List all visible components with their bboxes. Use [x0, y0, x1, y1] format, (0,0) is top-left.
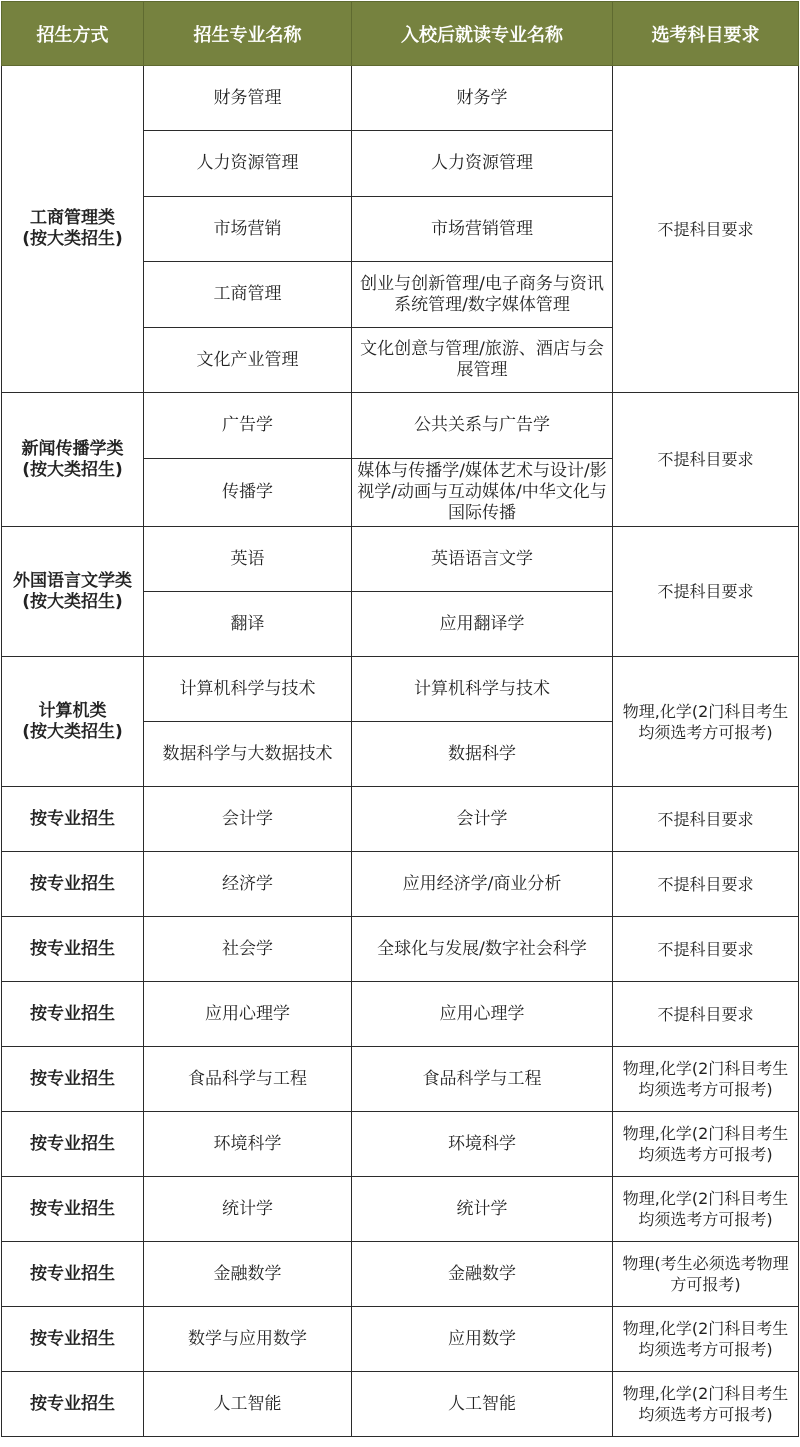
requirement-cell: 物理(考生必须选考物理方可报考): [613, 1242, 799, 1307]
study-cell: 文化创意与管理/旅游、酒店与会展管理: [352, 328, 613, 393]
table-row: [2, 852, 799, 917]
major-cell: 金融数学: [144, 1242, 352, 1307]
table-row: [2, 1047, 799, 1112]
study-cell: 食品科学与工程: [352, 1047, 613, 1112]
requirement-cell: 物理,化学(2门科目考生均须选考方可报考): [613, 1307, 799, 1372]
study-cell: 公共关系与广告学: [352, 393, 613, 459]
study-cell: 应用翻译学: [352, 592, 613, 657]
requirement-cell: 不提科目要求: [613, 982, 799, 1047]
study-cell: 人力资源管理: [352, 131, 613, 197]
header-major: 招生专业名称: [144, 2, 352, 66]
method-cell: 按专业招生: [2, 1177, 144, 1242]
major-cell: 经济学: [144, 852, 352, 917]
major-cell: 会计学: [144, 787, 352, 852]
study-cell: 统计学: [352, 1177, 613, 1242]
requirement-cell: 物理,化学(2门科目考生均须选考方可报考): [613, 1372, 799, 1437]
study-cell: 市场营销管理: [352, 197, 613, 262]
method-cell: 按专业招生: [2, 1047, 144, 1112]
header-row: [2, 2, 799, 66]
study-cell: 计算机科学与技术: [352, 657, 613, 722]
study-cell: 会计学: [352, 787, 613, 852]
major-cell: 广告学: [144, 393, 352, 459]
study-cell: 创业与创新管理/电子商务与资讯系统管理/数字媒体管理: [352, 262, 613, 328]
table-row: [2, 982, 799, 1047]
group-method: 新闻传播学类 (按大类招生): [21, 438, 124, 480]
study-cell: 媒体与传播学/媒体艺术与设计/影视学/动画与互动媒体/中华文化与国际传播: [352, 459, 613, 527]
major-cell: 工商管理: [144, 262, 352, 328]
study-cell: 金融数学: [352, 1242, 613, 1307]
major-cell: 统计学: [144, 1177, 352, 1242]
table-row: [2, 1307, 799, 1372]
header-method: 招生方式: [2, 2, 144, 66]
requirement-cell: 物理,化学(2门科目考生均须选考方可报考): [613, 657, 799, 787]
major-cell: 人力资源管理: [144, 131, 352, 197]
study-cell: 人工智能: [352, 1372, 613, 1437]
method-cell: 按专业招生: [2, 787, 144, 852]
requirement-cell: 物理,化学(2门科目考生均须选考方可报考): [613, 1047, 799, 1112]
header-study-major: 入校后就读专业名称: [352, 2, 613, 66]
group-method-cell: [2, 393, 144, 527]
major-cell: 环境科学: [144, 1112, 352, 1177]
study-cell: 应用心理学: [352, 982, 613, 1047]
major-cell: 翻译: [144, 592, 352, 657]
major-cell: 市场营销: [144, 197, 352, 262]
study-cell: 应用经济学/商业分析: [352, 852, 613, 917]
study-cell: 财务学: [352, 66, 613, 131]
group-method: 计算机类 (按大类招生): [22, 700, 123, 742]
requirement-cell: 不提科目要求: [613, 393, 799, 527]
requirement-cell: 物理,化学(2门科目考生均须选考方可报考): [613, 1177, 799, 1242]
major-cell: 食品科学与工程: [144, 1047, 352, 1112]
major-cell: 计算机科学与技术: [144, 657, 352, 722]
group-method-cell: [2, 66, 144, 393]
major-cell: 英语: [144, 527, 352, 592]
table-row: [2, 393, 799, 459]
admission-table: [1, 1, 799, 1437]
study-cell: 数据科学: [352, 722, 613, 787]
study-cell: 环境科学: [352, 1112, 613, 1177]
method-cell: 按专业招生: [2, 982, 144, 1047]
table-row: [2, 527, 799, 592]
requirement-cell: 不提科目要求: [613, 787, 799, 852]
requirement-cell: 不提科目要求: [613, 66, 799, 393]
table-row: [2, 1242, 799, 1307]
method-cell: 按专业招生: [2, 917, 144, 982]
table-row: [2, 1177, 799, 1242]
study-cell: 全球化与发展/数字社会科学: [352, 917, 613, 982]
major-cell: 社会学: [144, 917, 352, 982]
study-cell: 应用数学: [352, 1307, 613, 1372]
group-method-cell: [2, 527, 144, 657]
group-method: 外国语言文学类 (按大类招生): [13, 570, 132, 612]
major-cell: 财务管理: [144, 66, 352, 131]
table-row: [2, 1112, 799, 1177]
method-cell: 按专业招生: [2, 852, 144, 917]
method-cell: 按专业招生: [2, 1242, 144, 1307]
requirement-cell: 不提科目要求: [613, 917, 799, 982]
table-row: [2, 917, 799, 982]
header-requirement: 选考科目要求: [613, 2, 799, 66]
table-row: [2, 787, 799, 852]
requirement-cell: 物理,化学(2门科目考生均须选考方可报考): [613, 1112, 799, 1177]
single-major-rows: [2, 787, 799, 1437]
method-cell: 按专业招生: [2, 1112, 144, 1177]
table-row: [2, 1372, 799, 1437]
method-cell: 按专业招生: [2, 1307, 144, 1372]
method-cell: 按专业招生: [2, 1372, 144, 1437]
major-cell: 文化产业管理: [144, 328, 352, 393]
group-method-cell: [2, 657, 144, 787]
requirement-cell: 不提科目要求: [613, 852, 799, 917]
major-cell: 传播学: [144, 459, 352, 527]
major-cell: 数学与应用数学: [144, 1307, 352, 1372]
group-method: 工商管理类 (按大类招生): [22, 208, 123, 249]
major-cell: 人工智能: [144, 1372, 352, 1437]
major-cell: 应用心理学: [144, 982, 352, 1047]
table-row: [2, 657, 799, 722]
major-cell: 数据科学与大数据技术: [144, 722, 352, 787]
table-row: [2, 66, 799, 131]
requirement-cell: 不提科目要求: [613, 527, 799, 657]
study-cell: 英语语言文学: [352, 527, 613, 592]
